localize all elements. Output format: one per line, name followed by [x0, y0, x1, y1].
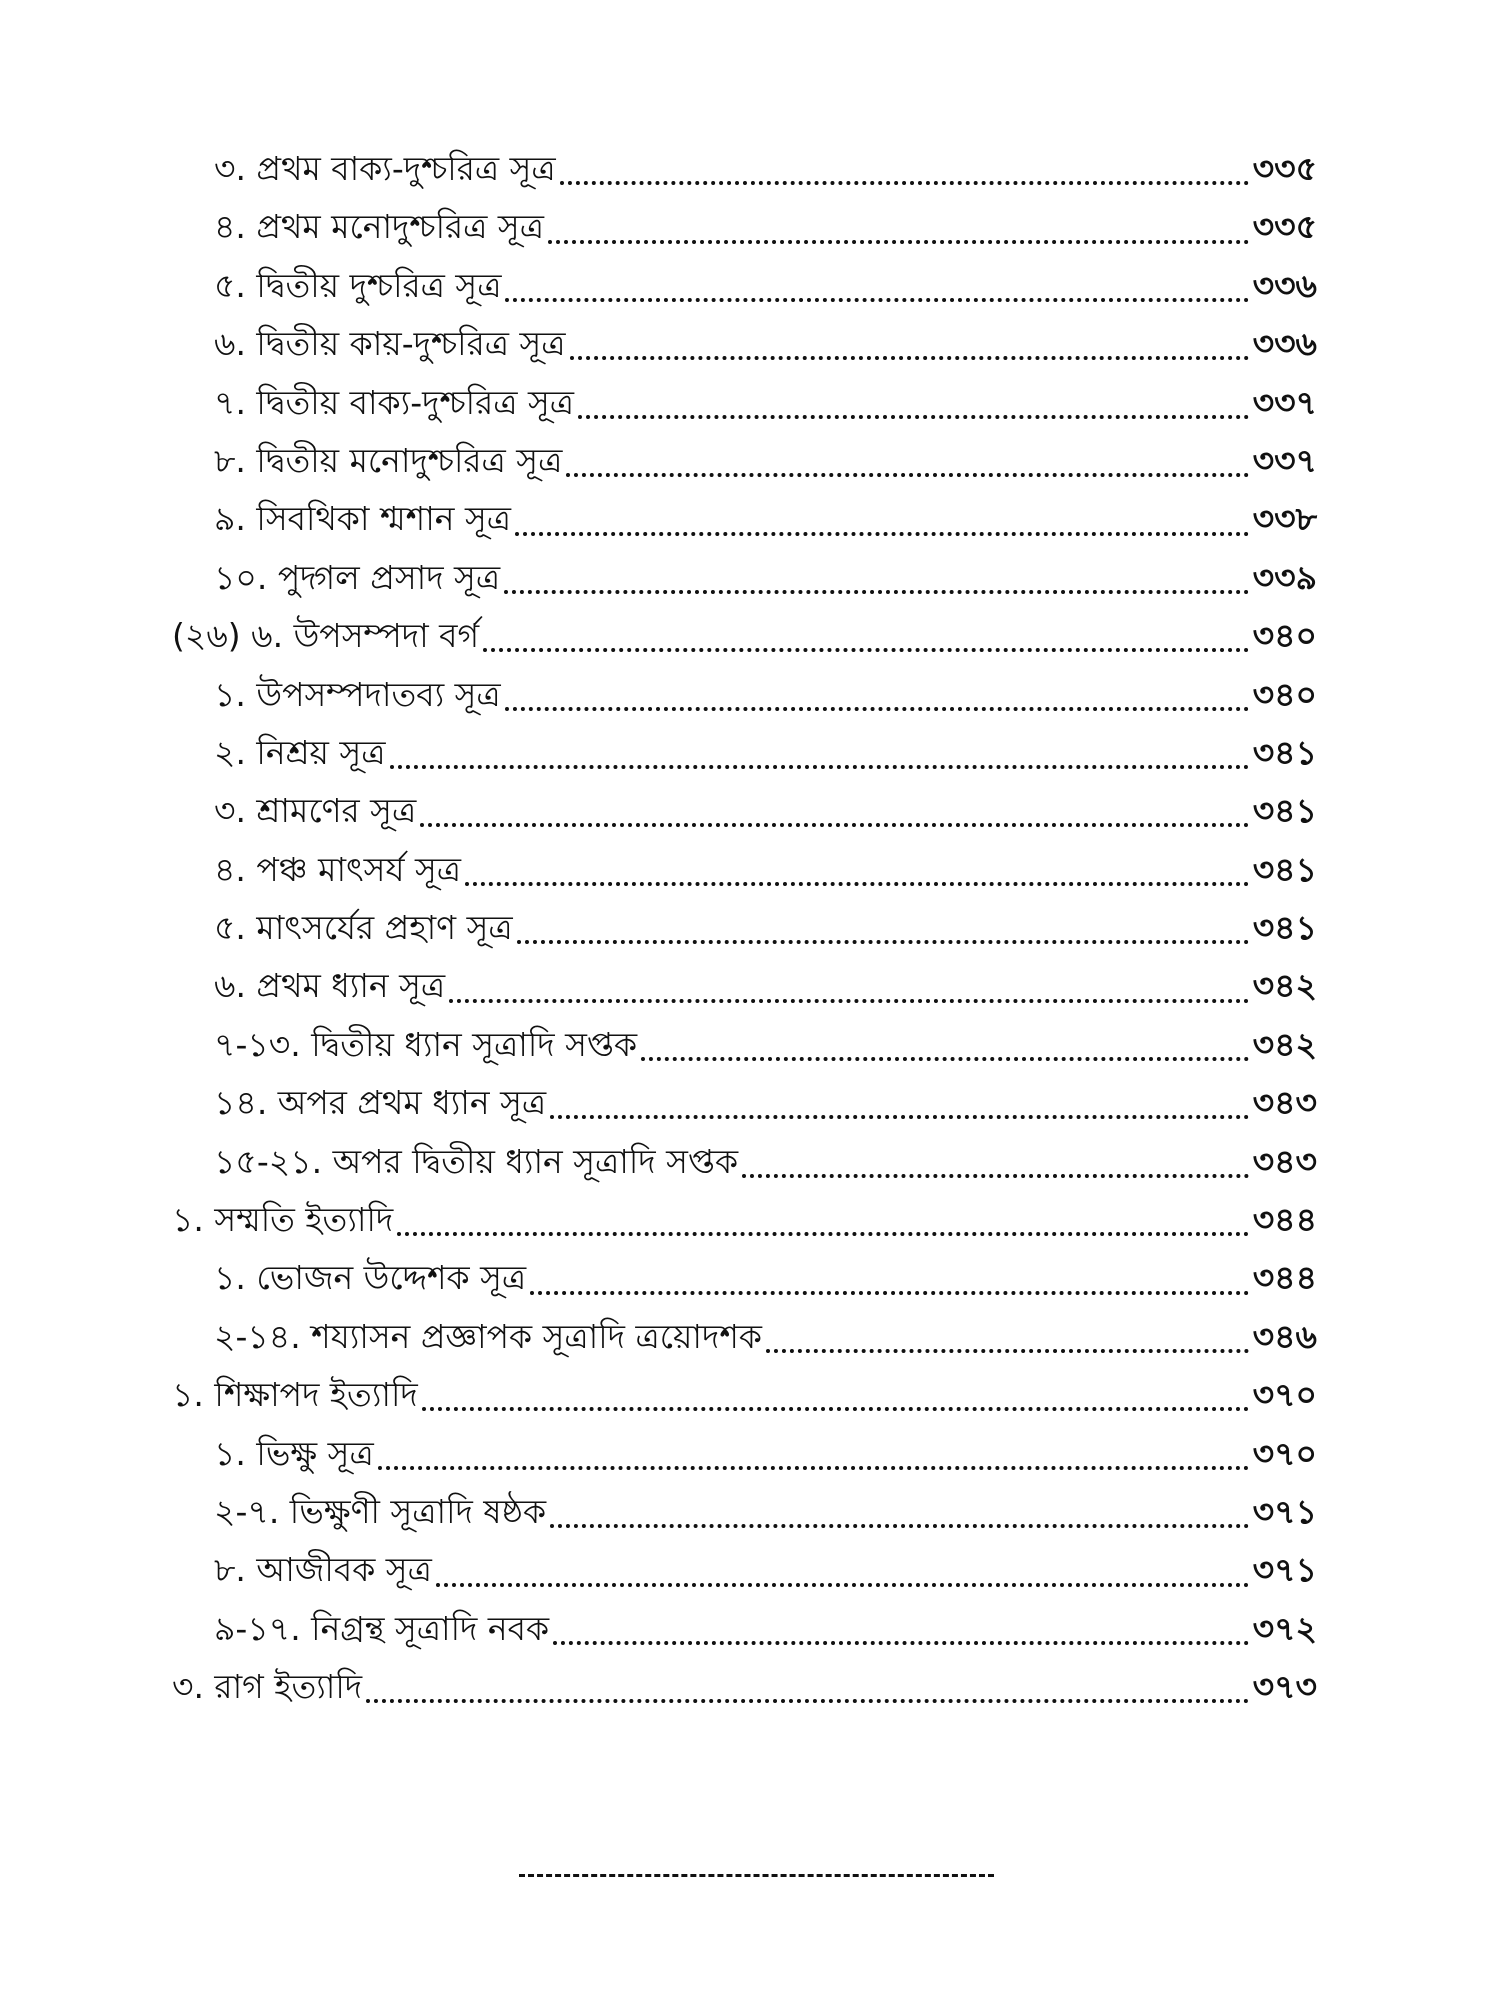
toc-entry: [172, 1074, 1317, 1132]
toc-entry: [172, 1133, 1317, 1191]
dot-leader: [422, 1407, 1249, 1411]
dot-leader: [553, 1641, 1249, 1645]
dot-leader: [436, 1583, 1249, 1587]
toc-entry-title: ৩. প্রথম বাক্য-দুশ্চরিত্র সূত্র: [214, 149, 556, 188]
toc-entry-title: ৮. আজীবক সূত্র: [214, 1550, 432, 1590]
toc-entry-page-number: ৩৪৩: [1252, 1141, 1317, 1181]
toc-entry: [172, 140, 1317, 198]
toc-entry-page-number: ৩৭১: [1252, 1550, 1317, 1590]
toc-entry-title: ১. ভিক্ষু সূত্র: [214, 1433, 374, 1473]
toc-entry-title: ৭-১৩. দ্বিতীয় ধ্যান সূত্রাদি সপ্তক: [214, 1024, 638, 1064]
toc-entry-page-number: ৩৪২: [1252, 966, 1317, 1006]
toc-entry-title: ২. নিশ্রয় সূত্র: [214, 732, 386, 772]
toc-entry-title: ৯. সিবথিকা শ্মশান সূত্র: [214, 499, 511, 539]
toc-entry-title: (২৬) ৬. উপসম্পদা বর্গ: [172, 616, 480, 656]
toc-entry: [172, 1483, 1317, 1541]
toc-entry: [172, 666, 1317, 724]
toc-entry-title: ৬. দ্বিতীয় কায়-দুশ্চরিত্র সূত্র: [214, 324, 566, 364]
toc-entry-title: ৯-১৭. নিগ্রন্থ সূত্রাদি নবক: [214, 1608, 550, 1648]
toc-entry: [172, 432, 1317, 490]
toc-entry-page-number: ৩৪০: [1252, 616, 1317, 656]
dot-leader: [550, 1115, 1249, 1119]
dot-leader: [530, 1291, 1249, 1295]
toc-entry-page-number: ৩৩৯: [1252, 557, 1317, 597]
toc-entry-page-number: ৩৭২: [1252, 1608, 1317, 1648]
dot-leader: [483, 648, 1249, 652]
toc-entry-page-number: ৩৩৫: [1252, 149, 1317, 188]
toc-entry-title: ১০. পুদ্গল প্রসাদ সূত্র: [214, 557, 501, 597]
toc-entry-title: ৪. প্রথম মনোদুশ্চরিত্র সূত্র: [214, 207, 544, 247]
toc-entry-page-number: ৩৭০: [1252, 1375, 1317, 1415]
dot-leader: [566, 473, 1248, 477]
dot-leader: [578, 415, 1249, 419]
toc-entry: [172, 198, 1317, 256]
toc-entry: [172, 1366, 1317, 1424]
dot-leader: [766, 1349, 1249, 1353]
toc-entry-title: ৪. পঞ্চ মাৎসর্য সূত্র: [214, 849, 461, 889]
dot-leader: [465, 882, 1249, 886]
dot-leader: [515, 532, 1249, 536]
toc-entry-page-number: ৩৩৭: [1252, 382, 1317, 422]
toc-entry-title: ১৫-২১. অপর দ্বিতীয় ধ্যান সূত্রাদি সপ্তক: [214, 1141, 739, 1181]
toc-entry: [172, 1308, 1317, 1366]
dot-leader: [504, 590, 1249, 594]
toc-entry: [172, 374, 1317, 432]
dot-leader: [397, 1232, 1248, 1236]
dot-leader: [550, 1524, 1249, 1528]
toc-entry: [172, 257, 1317, 315]
toc-entry-page-number: ৩৭৩: [1252, 1667, 1317, 1707]
toc-entry-title: ৬. প্রথম ধ্যান সূত্র: [214, 966, 446, 1006]
toc-entry-title: ৮. দ্বিতীয় মনোদুশ্চরিত্র সূত্র: [214, 440, 563, 480]
toc-entry-page-number: ৩৩৮: [1252, 499, 1317, 539]
dot-leader: [390, 765, 1249, 769]
dot-leader: [378, 1466, 1249, 1470]
toc-entry: [172, 1541, 1317, 1599]
dot-leader: [505, 298, 1248, 302]
toc-entry-page-number: ৩৪৪: [1252, 1258, 1317, 1298]
toc-entry-page-number: ৩৩৫: [1252, 207, 1317, 247]
toc-entry-page-number: ৩৪৬: [1252, 1316, 1317, 1356]
toc-entry-page-number: ৩৪৪: [1252, 1200, 1317, 1240]
toc-entry: [172, 1016, 1317, 1074]
dot-leader: [548, 240, 1249, 244]
toc-entry-title: ১৪. অপর প্রথম ধ্যান সূত্র: [214, 1083, 547, 1123]
end-divider: [519, 1874, 994, 1877]
toc-entry-page-number: ৩৩৬: [1252, 324, 1317, 364]
toc-entry-title: ২-১৪. শয্যাসন প্রজ্ঞাপক সূত্রাদি ত্রয়োদশক: [214, 1316, 762, 1356]
toc-entry: [172, 782, 1317, 840]
toc-entry-page-number: ৩৪৩: [1252, 1083, 1317, 1123]
toc-entry: [172, 607, 1317, 665]
toc-entry: [172, 957, 1317, 1015]
toc-entry-title: ৩. রাগ ইত্যাদি: [172, 1667, 363, 1707]
dot-leader: [505, 707, 1249, 711]
toc-entry-title: ৫. মাৎসর্যের প্রহাণ সূত্র: [214, 908, 513, 948]
toc-entry-title: ১. শিক্ষাপদ ইত্যাদি: [172, 1375, 418, 1415]
toc-entry: [172, 1658, 1317, 1716]
dot-leader: [560, 181, 1249, 185]
toc-entry-title: ২-৭. ভিক্ষুণী সূত্রাদি ষষ্ঠক: [214, 1491, 547, 1531]
toc-entry-page-number: ৩৩৬: [1252, 265, 1317, 305]
toc-entry: [172, 1600, 1317, 1658]
dot-leader: [570, 356, 1249, 360]
toc-entry: [172, 549, 1317, 607]
toc-entry-title: ১. সম্মতি ইত্যাদি: [172, 1200, 394, 1240]
toc-entry-title: ৩. শ্রামণের সূত্র: [214, 791, 417, 831]
toc-entry-page-number: ৩৪১: [1252, 849, 1317, 889]
dot-leader: [742, 1174, 1249, 1178]
toc-entry-page-number: ৩৪২: [1252, 1024, 1317, 1064]
toc-entry: [172, 1191, 1317, 1249]
toc-entry-page-number: ৩৭১: [1252, 1491, 1317, 1531]
dot-leader: [641, 1057, 1249, 1061]
table-of-contents: [172, 140, 1317, 1717]
toc-entry: [172, 899, 1317, 957]
toc-entry: [172, 490, 1317, 548]
toc-entry-page-number: ৩৪১: [1252, 732, 1317, 772]
toc-entry-title: ১. ভোজন উদ্দেশক সূত্র: [214, 1258, 527, 1298]
toc-entry-page-number: ৩৩৭: [1252, 440, 1317, 480]
toc-entry-title: ৭. দ্বিতীয় বাক্য-দুশ্চরিত্র সূত্র: [214, 382, 575, 422]
toc-entry-page-number: ৩৪০: [1252, 674, 1317, 714]
toc-entry: [172, 724, 1317, 782]
toc-entry-page-number: ৩৪১: [1252, 908, 1317, 948]
toc-entry: [172, 1425, 1317, 1483]
toc-entry-title: ৫. দ্বিতীয় দুশ্চরিত্র সূত্র: [214, 265, 502, 305]
toc-entry: [172, 315, 1317, 373]
toc-entry: [172, 841, 1317, 899]
dot-leader: [517, 940, 1249, 944]
dot-leader: [420, 823, 1248, 827]
toc-entry: [172, 1249, 1317, 1307]
toc-entry-page-number: ৩৪১: [1252, 791, 1317, 831]
dot-leader: [366, 1699, 1249, 1703]
toc-entry-page-number: ৩৭০: [1252, 1433, 1317, 1473]
dot-leader: [449, 999, 1249, 1003]
toc-entry-title: ১. উপসম্পদাতব্য সূত্র: [214, 674, 501, 714]
